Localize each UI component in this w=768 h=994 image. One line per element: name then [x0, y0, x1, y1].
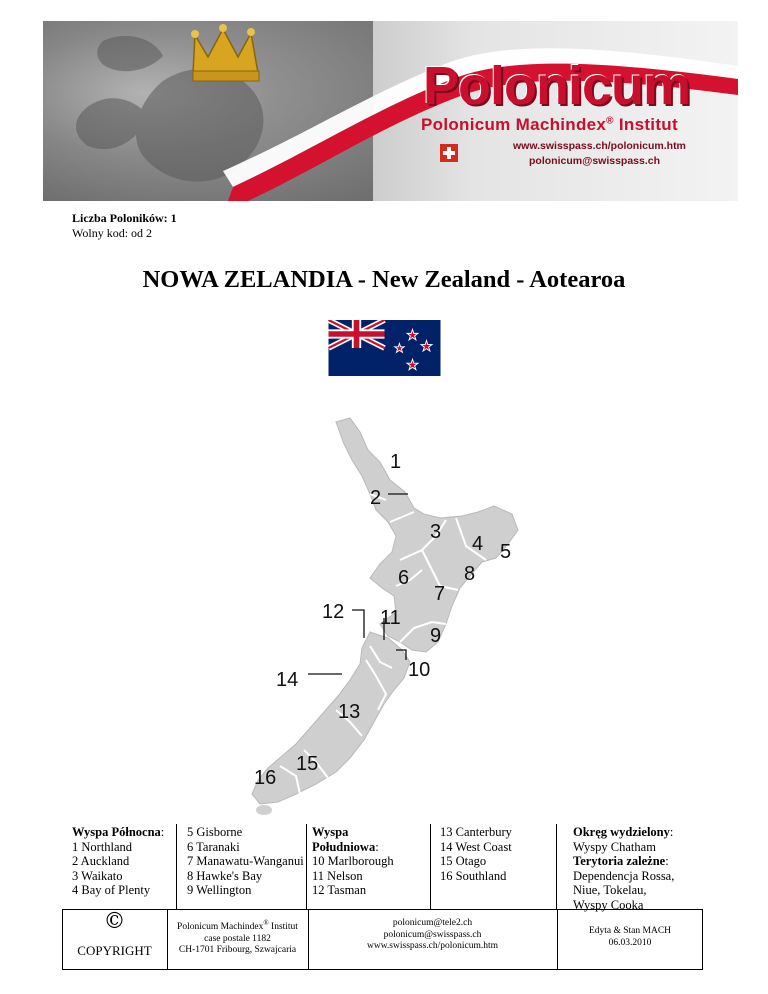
- list-item: 16 Southland: [440, 868, 507, 883]
- region-label-13: 13: [338, 701, 361, 723]
- crown-icon: [191, 24, 259, 81]
- list-item: 1 Northland: [72, 839, 133, 854]
- region-label-7: 7: [434, 583, 446, 605]
- region-label-15: 15: [296, 753, 319, 775]
- district-heading: Okręg wydzielony: [573, 825, 670, 839]
- region-label-1: 1: [390, 451, 402, 473]
- list-item: Wyspy Chatham: [573, 839, 656, 854]
- region-label-6: 6: [398, 567, 410, 589]
- list-item: 8 Hawke's Bay: [187, 868, 263, 883]
- brand-subtitle: Polonicum Machindex® Institut: [421, 115, 678, 134]
- postal-box: case postale 1182: [204, 933, 271, 944]
- list-item: 9 Wellington: [187, 883, 252, 898]
- new-zealand-regions-map: [200, 410, 540, 815]
- region-label-3: 3: [430, 521, 442, 543]
- new-zealand-flag-icon: [327, 320, 442, 376]
- email-link-swisspass[interactable]: polonicum@swisspass.ch: [383, 929, 482, 940]
- brand-email-link[interactable]: polonicum@swisspass.ch: [529, 155, 661, 167]
- south-island-heading: Wyspa: [312, 825, 349, 839]
- institute-cell: Polonicum Machindex® Institut case postale 1182 CH-1701 Fribourg, Szwajcaria: [168, 910, 307, 977]
- dependent-territories-heading: Terytoria zależne: [573, 854, 666, 869]
- list-item: Niue, Tokelau,: [573, 883, 647, 898]
- list-item: 12 Tasman: [312, 883, 367, 898]
- copyright-label: COPYRIGHT: [77, 943, 152, 958]
- stewart-island-shape: [256, 805, 272, 815]
- region-label-10: 10: [408, 659, 431, 681]
- region-label-9: 9: [430, 625, 442, 647]
- region-label-11: 11: [380, 607, 401, 629]
- south-island-list: Wyspa Południowa: 10 Marlborough 11 Nelson 12 Tasman: [312, 825, 394, 898]
- list-item: 10 Marlborough: [312, 854, 394, 869]
- free-code: Wolny kod: od 2: [72, 226, 153, 240]
- list-item: 6 Taranaki: [187, 839, 240, 854]
- list-item: 4 Bay of Plenty: [72, 883, 151, 898]
- legend-divider: [430, 824, 431, 909]
- authors-cell: [558, 910, 702, 985]
- north-island-list-continued: [187, 825, 304, 898]
- north-island-shape: [336, 418, 518, 652]
- list-item: 7 Manawatu-Wanganui: [187, 854, 304, 869]
- polonicum-banner: [43, 21, 738, 201]
- list-item: 2 Auckland: [72, 854, 130, 869]
- list-item: 11 Nelson: [312, 868, 363, 883]
- copyright-icon: ©: [103, 909, 126, 934]
- swiss-flag-icon: [440, 144, 458, 162]
- region-label-14: 14: [276, 669, 299, 691]
- list-item: 3 Waikato: [72, 868, 123, 883]
- legend-divider: [306, 824, 307, 909]
- region-label-12: 12: [322, 601, 345, 623]
- authors: Edyta & Stan MACH: [588, 926, 672, 936]
- brand-website-link[interactable]: www.swisspass.ch/polonicum.htm: [513, 140, 686, 152]
- south-island-list-continued: [440, 825, 512, 883]
- institute-name: Polonicum Machindex: [177, 922, 264, 933]
- north-island-list: Wyspa Północna: 1 Northland 2 Auckland 3 Waikato 4 Bay of Plenty: [72, 825, 165, 898]
- contact-cell: [309, 910, 556, 977]
- list-item: 5 Gisborne: [187, 825, 243, 839]
- territories-list: Okręg wydzielony: Wyspy Chatham Terytoria zależne: Dependencja Rossa, Niue, Tokelau, Wyspy Cooka: [573, 825, 675, 912]
- website-link[interactable]: www.swisspass.ch/polonicum.htm: [366, 941, 499, 951]
- legend-divider: [176, 824, 177, 909]
- legend-divider: [556, 824, 557, 909]
- region-label-4: 4: [472, 533, 484, 555]
- brand-title: Polonicum: [423, 56, 691, 116]
- north-island-heading: Wyspa Północna: [72, 825, 161, 839]
- publication-date: 06.03.2010: [608, 937, 652, 948]
- list-item: 15 Otago: [440, 854, 487, 869]
- footer: [62, 909, 703, 970]
- region-label-2: 2: [370, 487, 382, 509]
- south-island-heading-2: Południowa: [312, 839, 376, 854]
- polonik-count: Liczba Poloników: 1: [72, 211, 177, 225]
- list-item: 14 West Coast: [440, 839, 512, 854]
- region-label-16: 16: [254, 767, 277, 789]
- list-item: Wyspy Cooka: [573, 897, 644, 912]
- list-item: Dependencja Rossa,: [573, 868, 675, 883]
- email-link-tele2[interactable]: polonicum@tele2.ch: [392, 918, 473, 928]
- copyright-cell: [63, 910, 166, 969]
- region-label-8: 8: [464, 563, 476, 585]
- institute-city: CH-1701 Fribourg, Szwajcaria: [178, 945, 297, 956]
- region-label-5: 5: [500, 541, 512, 563]
- page-title: NOWA ZELANDIA - New Zealand - Aotearoa: [142, 266, 626, 293]
- list-item: 13 Canterbury: [440, 825, 512, 839]
